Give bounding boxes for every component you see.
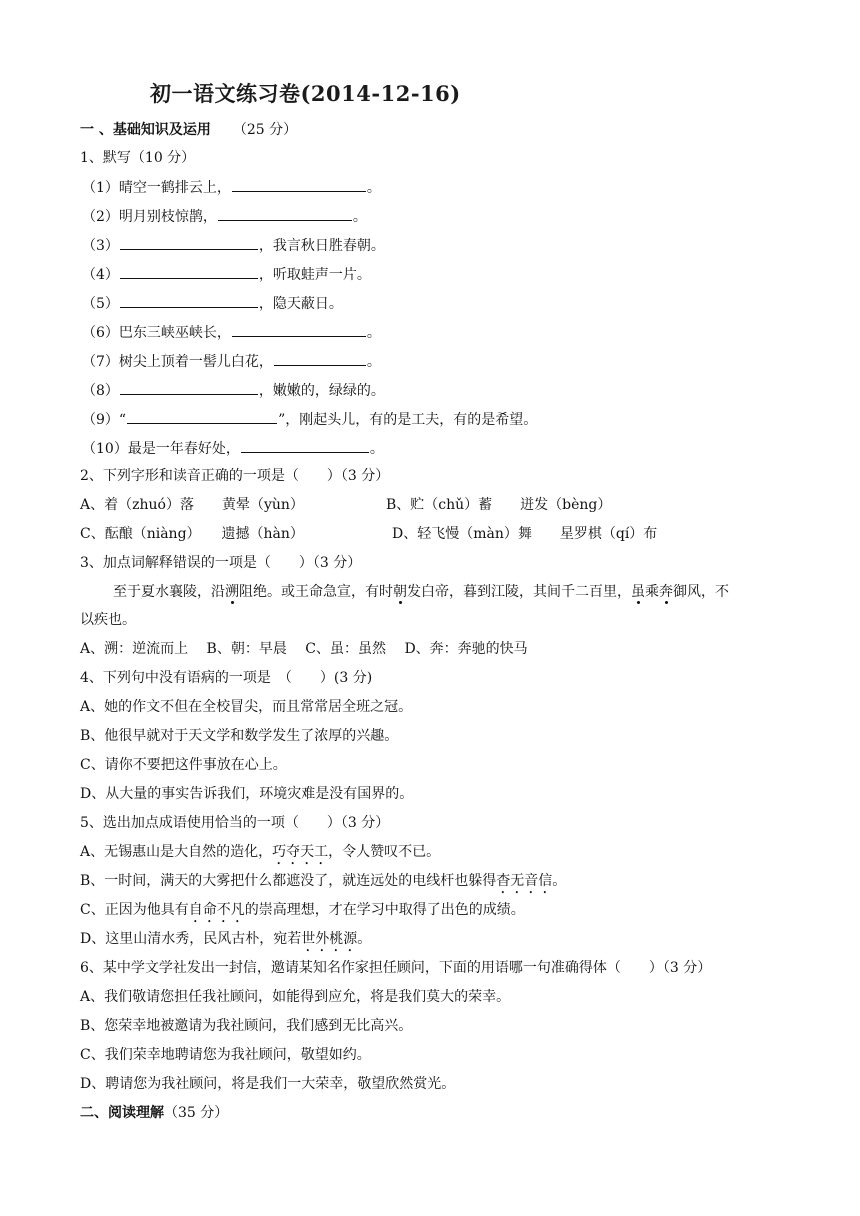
answer-blank[interactable] [218,206,352,221]
dictation-item: （8） ，嫩嫩的，绿绿的。 [82,380,830,401]
option-b[interactable]: B、一时间，满天的大雾把什么都遮没了，就连远处的电线杆也躲得杳无音信。 [80,873,567,889]
answer-blank[interactable] [232,322,366,337]
dotted-idiom: 杳无音信 [496,873,553,889]
option-row [80,524,830,544]
option-b[interactable]: B、您荣幸地被邀请为我社顾问，我们感到无比高兴。 [80,1018,413,1034]
option-c[interactable]: C、酝酿（niàng） 遗撼（hàn） [80,526,304,542]
option-b[interactable]: B、贮（chǔ）蓄 迸发（bèng） [386,497,612,513]
dotted-word: 奔 [659,584,673,600]
answer-blank[interactable] [120,293,258,308]
dictation-item: （10）最是一年春好处， 。 [82,438,830,459]
option-row [80,495,830,515]
dictation-item: （4） ，听取蛙声一片。 [82,264,830,285]
answer-blank[interactable] [232,177,366,192]
option-a[interactable]: A、她的作文不但在全校冒尖，而且常常居全班之冠。 [80,699,413,715]
section-heading-score: （35 分） [164,1105,229,1121]
question-stem: 2、下列字形和读音正确的一项是（ ）（3 分） [80,468,390,484]
question-stem: 4、下列句中没有语病的一项是 （ ）(3 分) [80,670,373,686]
dictation-item: （9）“ ”，刚起头儿，有的是工夫，有的是希望。 [82,409,830,430]
dictation-item: （1）晴空一鹤排云上， 。 [82,177,830,198]
answer-blank[interactable] [120,380,258,395]
answer-blank[interactable] [241,438,369,453]
dotted-word: 虽 [631,584,645,600]
dotted-word: 溯 [225,584,239,600]
option-d[interactable]: D、这里山清水秀，民风古朴，宛若世外桃源。 [80,931,372,947]
option-d[interactable]: D、从大量的事实告诉我们，环境灾难是没有国界的。 [80,786,414,802]
answer-blank[interactable] [127,409,277,424]
option-a[interactable]: A、我们敬请您担任我社顾问，如能得到应允，将是我们莫大的荣幸。 [80,989,511,1005]
dotted-idiom: 巧夺天工 [272,844,329,860]
option-c[interactable]: C、请你不要把这件事放在心上。 [80,757,287,773]
option-c[interactable]: C、我们荣幸地聘请您为我社顾问，敬望如约。 [80,1047,371,1063]
classical-passage-cont: 以疾也。 [80,612,136,628]
question-stem: 5、选出加点成语使用恰当的一项（ ）（3 分） [80,815,390,831]
option-row[interactable]: A、溯：逆流而上 B、朝：早晨 C、虽：虽然 D、奔：奔驰的快马 [80,641,528,657]
dotted-idiom: 自命不凡 [188,902,245,918]
option-d[interactable]: D、聘请您为我社顾问，将是我们一大荣幸，敬望欣然赏光。 [80,1076,456,1092]
page-title: 初一语文练习卷(2014-12-16) [150,81,461,106]
section-heading-label: 二、阅读理解 [80,1105,164,1121]
dictation-item: （2）明月别枝惊鹊， 。 [82,206,830,227]
question-stem: 6、某中学文学社发出一封信，邀请某知名作家担任顾问，下面的用语哪一句准确得体（ ）（3 分） [80,960,712,976]
answer-blank[interactable] [120,264,258,279]
dotted-word: 朝 [393,584,407,600]
classical-passage: 至于夏水襄陵，沿溯阻绝。或王命急宣，有时朝发白帝，暮到江陵，其间千二百里，虽乘奔御风，不 [113,584,729,600]
section-heading-label: 一 、基础知识及运用 [80,122,211,138]
section-heading-score: （25 分） [232,122,298,138]
answer-blank[interactable] [120,235,258,250]
option-a[interactable]: A、着（zhuó）落 黄晕（yùn） [80,497,304,513]
dictation-item: （6）巴东三峡巫峡长， 。 [82,322,830,343]
section-heading [80,120,830,140]
dictation-item: （5） ，隐天蔽日。 [82,293,830,314]
question-stem: 3、加点词解释错误的一项是（ ）（3 分） [80,555,362,571]
dictation-item: （3） ，我言秋日胜春朝。 [82,235,830,256]
answer-blank[interactable] [274,351,366,366]
dictation-item: （7）树尖上顶着一髻儿白花， 。 [82,351,830,372]
dotted-idiom: 世外桃源 [301,931,358,947]
option-a[interactable]: A、无锡惠山是大自然的造化，巧夺天工，令人赞叹不已。 [80,844,441,860]
option-b[interactable]: B、他很早就对于天文学和数学发生了浓厚的兴趣。 [80,728,399,744]
option-d[interactable]: D、轻飞慢（màn）舞 星罗棋（qí）布 [392,526,658,542]
section-heading [80,1103,830,1123]
question-stem: 1、默写（10 分） [80,150,196,166]
option-c[interactable]: C、正因为他具有自命不凡的崇高理想，才在学习中取得了出色的成绩。 [80,902,525,918]
